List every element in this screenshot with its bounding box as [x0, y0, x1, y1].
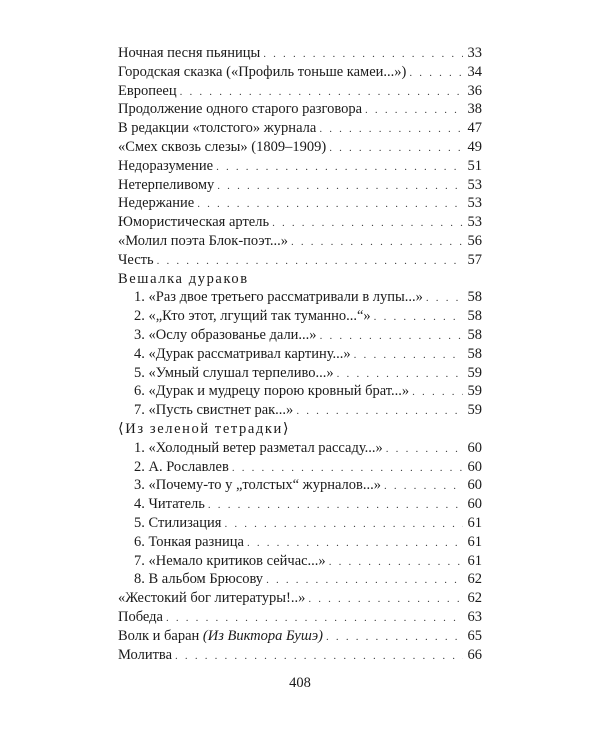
toc-page-number: 34	[467, 63, 482, 80]
toc-entry-title	[118, 194, 194, 213]
toc-entry-title	[134, 533, 244, 552]
toc-page-number: 56	[467, 232, 482, 249]
toc-entry	[118, 589, 482, 608]
toc-subentry	[118, 364, 482, 383]
toc-subentry	[118, 307, 482, 326]
dot-leader	[409, 64, 463, 83]
toc-subentry	[118, 533, 482, 552]
toc-subentry	[118, 552, 482, 571]
toc-entry-title-text: 3. «Почему-то у „толстых“ журналов...»	[134, 477, 381, 494]
toc-entry-title	[118, 82, 177, 101]
toc-page-number: 38	[467, 101, 482, 118]
dot-leader	[266, 571, 463, 590]
dot-leader	[337, 365, 463, 384]
toc-entry	[118, 608, 482, 627]
toc-subentry	[118, 458, 482, 477]
toc-entry-title	[118, 100, 362, 119]
toc-page-number: 62	[467, 571, 482, 588]
toc-entry-title-text: Волк и баран	[118, 627, 203, 644]
toc-entry-title-text: 3. «Ослу образованье дали...»	[134, 326, 317, 343]
table-of-contents	[118, 44, 482, 664]
toc-entry-title	[134, 401, 293, 420]
toc-entry-title-text: Ночная песня пьяницы	[118, 45, 261, 61]
dot-leader	[263, 45, 463, 64]
dot-leader	[208, 496, 463, 515]
toc-entry-title-text: 1. «Холодный ветер разметал рассаду...»	[134, 439, 383, 456]
toc-entry	[118, 627, 482, 646]
toc-entry-title-text: 1. «Раз двое третьего рассматривали в лупы...»	[134, 289, 423, 306]
toc-entry-title-text: 6. Тонкая разница	[134, 533, 244, 550]
toc-entry-title	[134, 307, 371, 326]
toc-entry-title-text: «Смех сквозь слезы» (1809–1909)	[118, 138, 327, 155]
dot-leader	[384, 477, 463, 496]
toc-page-number: 58	[467, 326, 482, 343]
toc-page-number: 60	[467, 439, 482, 456]
toc-entry-title	[118, 157, 213, 176]
dot-leader	[329, 139, 463, 158]
dot-leader	[272, 214, 463, 233]
dot-leader	[197, 195, 463, 214]
toc-section-heading: Вешалка дураков	[118, 270, 249, 287]
toc-entry-title	[118, 119, 316, 138]
toc-entry	[118, 119, 482, 138]
toc-entry-title	[118, 589, 305, 608]
dot-leader	[180, 83, 463, 102]
toc-entry	[118, 251, 482, 270]
dot-leader	[166, 609, 463, 628]
toc-subentry	[118, 495, 482, 514]
toc-entry	[118, 646, 482, 665]
toc-page-number: 58	[467, 308, 482, 325]
dot-leader	[291, 233, 463, 252]
toc-entry-title-text: 7. «Немало критиков сейчас...»	[134, 552, 326, 569]
toc-page-number: 57	[467, 251, 482, 268]
toc-page-number: 36	[467, 82, 482, 99]
toc-entry-title	[134, 326, 317, 345]
toc-entry-title	[118, 138, 326, 157]
toc-entry-title-text: 4. Читатель	[134, 496, 205, 513]
toc-entry-title-text: Городская сказка («Профиль тоньше камеи...»)	[118, 63, 407, 80]
dot-leader	[232, 459, 463, 478]
toc-subentry	[118, 345, 482, 364]
dot-leader	[224, 515, 463, 534]
toc-page-number: 60	[467, 458, 482, 475]
toc-entry-title-text: Победа	[118, 608, 163, 625]
toc-entry-title-text: 7. «Пусть свистнет рак...»	[134, 402, 294, 419]
toc-entry	[118, 100, 482, 119]
toc-page-number: 58	[467, 345, 482, 362]
toc-page-number: 53	[467, 214, 482, 231]
dot-leader	[354, 346, 463, 365]
dot-leader	[308, 590, 463, 609]
toc-page-number: 60	[467, 496, 482, 513]
toc-entry	[118, 213, 482, 232]
toc-page-number: 58	[467, 289, 482, 306]
toc-entry	[118, 82, 482, 101]
toc-subentry	[118, 288, 482, 307]
toc-entry-title	[134, 476, 381, 495]
toc-entry-title	[118, 627, 323, 646]
toc-entry-title	[134, 288, 423, 307]
toc-entry-title-text: В редакции «толстого» журнала	[118, 120, 317, 137]
toc-entry-title-text: «Молил поэта Блок-поэт...»	[118, 232, 288, 249]
toc-page-number: 65	[467, 627, 482, 644]
toc-entry-title-text: Недержание	[118, 195, 195, 212]
toc-page-number: 59	[467, 383, 482, 400]
toc-entry	[118, 194, 482, 213]
dot-leader	[175, 647, 463, 666]
toc-entry-title	[118, 646, 172, 665]
toc-entry	[118, 44, 482, 63]
toc-entry-title-italic: (Из Виктора Бушэ)	[202, 627, 324, 644]
toc-entry-title-text: Продолжение одного старого разговора	[118, 101, 363, 118]
toc-entry-title-text: Недоразумение	[118, 157, 214, 174]
toc-page-number: 33	[467, 45, 482, 61]
dot-leader	[320, 327, 463, 346]
toc-page-number: 47	[467, 120, 482, 137]
toc-entry-title	[118, 251, 154, 270]
toc-entry-title	[118, 44, 260, 63]
toc-entry-title	[134, 552, 326, 571]
dot-leader	[329, 553, 463, 572]
toc-entry-title-text: Европеец	[118, 82, 177, 99]
toc-page-number: 51	[467, 157, 482, 174]
toc-subentry	[118, 401, 482, 420]
dot-leader	[296, 402, 463, 421]
page-number: 408	[289, 675, 311, 691]
toc-entry	[118, 63, 482, 82]
toc-entry-title	[118, 176, 214, 195]
toc-subentry	[118, 439, 482, 458]
toc-page-number: 60	[467, 477, 482, 494]
toc-page-number: 66	[467, 646, 482, 663]
toc-entry-title-text: Нетерпеливому	[118, 176, 215, 193]
toc-page-number: 61	[467, 514, 482, 531]
toc-page-number: 62	[467, 590, 482, 607]
toc-page-number: 49	[467, 138, 482, 155]
dot-leader	[247, 534, 463, 553]
toc-entry-title	[118, 608, 163, 627]
toc-subentry	[118, 514, 482, 533]
toc-entry-title-text: Честь	[118, 251, 154, 268]
toc-page-number: 63	[467, 608, 482, 625]
toc-entry-title-text: 8. В альбом Брюсову	[134, 571, 264, 588]
toc-page-number: 59	[467, 364, 482, 381]
toc-entry	[118, 157, 482, 176]
toc-entry	[118, 232, 482, 251]
toc-entry-title	[134, 458, 229, 477]
toc-entry-title-text: Молитва	[118, 646, 173, 663]
dot-leader	[216, 158, 463, 177]
dot-leader	[319, 120, 463, 139]
toc-entry-title-text: 2. «„Кто этот, лгущий так туманно...“»	[134, 308, 371, 325]
toc-entry	[118, 176, 482, 195]
toc-entry	[118, 138, 482, 157]
toc-subentry	[118, 326, 482, 345]
toc-entry-title	[118, 232, 288, 251]
toc-subentry	[118, 570, 482, 589]
toc-entry-title-text: 5. «Умный слушал терпеливо...»	[134, 364, 334, 381]
toc-entry-title-text: 2. А. Рославлев	[134, 458, 229, 475]
toc-page-number: 61	[467, 533, 482, 550]
toc-entry-title-text: 6. «Дурак и мудрецу порою кровный брат...»	[134, 383, 410, 400]
toc-page-number: 61	[467, 552, 482, 569]
dot-leader	[326, 628, 463, 647]
dot-leader	[365, 101, 463, 120]
toc-entry-title-text: «Жестокий бог литературы!..»	[118, 590, 306, 607]
toc-entry-title	[134, 382, 409, 401]
toc-entry-title	[134, 514, 221, 533]
toc-entry-title	[134, 495, 205, 514]
dot-leader	[426, 289, 463, 308]
toc-entry-title	[118, 63, 406, 82]
toc-subentry	[118, 476, 482, 495]
toc-entry-title	[118, 213, 269, 232]
toc-entry-title	[134, 570, 263, 589]
toc-entry-title-text: 5. Стилизация	[134, 514, 222, 531]
dot-leader	[412, 383, 463, 402]
toc-section-heading: ⟨Из зеленой тетрадки⟩	[118, 420, 291, 437]
toc-entry-title	[134, 364, 334, 383]
toc-entry-title-text: Юмористическая артель	[118, 214, 270, 231]
toc-entry-title	[134, 345, 351, 364]
dot-leader	[386, 440, 463, 459]
toc-page-number: 59	[467, 402, 482, 419]
toc-page-number: 53	[467, 195, 482, 212]
dot-leader	[217, 177, 463, 196]
dot-leader	[374, 308, 463, 327]
toc-subentry	[118, 382, 482, 401]
toc-entry-title	[134, 439, 383, 458]
toc-page-number: 53	[467, 176, 482, 193]
dot-leader	[157, 252, 463, 271]
toc-entry-title-text: 4. «Дурак рассматривал картину...»	[134, 345, 351, 362]
